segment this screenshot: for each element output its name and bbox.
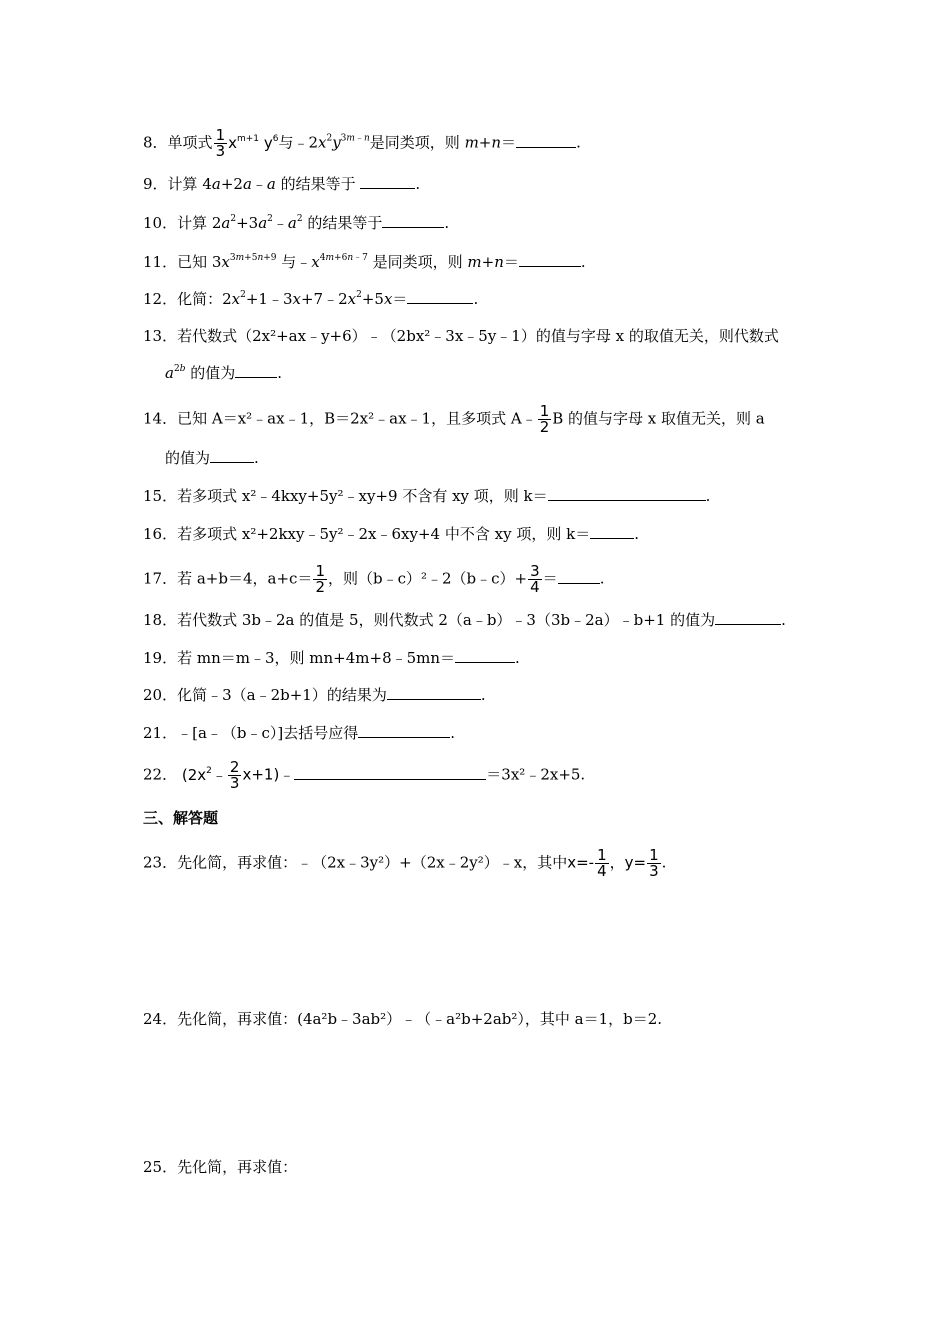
answer-blank[interactable] <box>558 569 600 584</box>
question-9: 9．计算 4a+2a﹣a 的结果等于 . <box>143 175 421 193</box>
fraction-one-half: $\frac{1}{2}$ <box>315 562 325 596</box>
answer-blank[interactable] <box>455 648 515 663</box>
answer-blank[interactable] <box>235 363 277 378</box>
answer-blank[interactable] <box>294 765 486 780</box>
answer-blank[interactable] <box>548 486 706 501</box>
fraction-one-half: $\frac{1}{2}$ <box>539 402 550 436</box>
section-heading: 三、解答题 <box>143 809 219 827</box>
question-8: 8．单项式 $\frac{1}{3}$ $x^{m+1}$ $y^6$与$﹣2x^2y^{3m﹣n}$是同类项，则 m+n＝ . <box>143 126 581 160</box>
question-19: 19．若 mn＝m﹣3，则 mn+4m+8﹣5mn＝ . <box>143 649 520 667</box>
question-13-continued: $a^{2b}$ 的值为 . <box>165 364 283 382</box>
question-21: 21．﹣[a﹣（b﹣c）]去括号应得 . <box>143 724 456 742</box>
question-22: 22． ($2x^2﹣$ $\frac{2}{3}$ x+1)﹣ ＝3x²﹣2x+5. <box>143 758 586 792</box>
answer-blank[interactable] <box>360 174 415 189</box>
question-10: 10．计算 $2a^2+3a^2﹣a^2$ 的结果等于 . <box>143 214 450 232</box>
question-15: 15．若多项式 x²﹣4kxy+5y²﹣xy+9 不含有 xy 项，则 k＝ . <box>143 487 711 505</box>
answer-blank[interactable] <box>210 448 254 463</box>
question-12: 12．化简：$2x^2+1﹣3x+7﹣2x^2+5x=$ . <box>143 290 479 308</box>
answer-blank[interactable] <box>715 610 781 625</box>
question-17: 17．若 a+b＝4，a+c＝ $\frac{1}{2}$ ，则（b﹣c）²﹣2（b﹣c）+ $\frac{3}{4}$ ＝ . <box>143 562 605 596</box>
question-25: 25．先化简，再求值： <box>143 1158 298 1176</box>
question-14: 14．已知 A＝x²﹣ax﹣1，B＝2x²﹣ax﹣1，且多项式 A﹣ $\frac{1}{2}$ B 的值与字母 x 取值无关，则 a <box>143 402 765 436</box>
question-13: 13．若代数式（2x²+ax﹣y+6）﹣（2bx²﹣3x﹣5y﹣1）的值与字母 x 的取值无关，则代数式 <box>143 327 779 345</box>
question-18: 18．若代数式 3b﹣2a 的值是 5，则代数式 2（a﹣b）﹣3（3b﹣2a）﹣b+1 的值为 . <box>143 611 786 629</box>
answer-blank[interactable] <box>519 252 581 267</box>
question-11: 11．已知 $3x^{3m+5n+9}$ 与$﹣x^{4m+6n﹣7}$ 是同类项，则 m+n＝ . <box>143 253 586 271</box>
answer-blank[interactable] <box>407 289 473 304</box>
answer-blank[interactable] <box>590 524 634 539</box>
question-24: 24．先化简，再求值：(4a²b﹣3ab²）﹣（﹣a²b+2ab²），其中 a＝1，b＝2. <box>143 1010 663 1028</box>
question-20: 20．化简﹣3（a﹣2b+1）的结果为 . <box>143 686 486 704</box>
answer-blank[interactable] <box>387 685 481 700</box>
fraction-two-thirds: $\frac{2}{3}$ <box>229 758 240 792</box>
answer-blank[interactable] <box>358 723 450 738</box>
answer-blank[interactable] <box>382 213 444 228</box>
answer-blank[interactable] <box>516 133 576 148</box>
fraction-one-third: $\frac{1}{3}$ <box>215 126 226 160</box>
question-23: 23．先化简，再求值：﹣（2x﹣3y²）+（2x﹣2y²）﹣x，其中x=- $\frac{1}{4}$ ，y= $\frac{1}{3}$ . <box>143 846 667 880</box>
question-16: 16．若多项式 x²+2kxy﹣5y²﹣2x﹣6xy+4 中不含 xy 项，则 k＝ . <box>143 525 639 543</box>
fraction-one-third: $\frac{1}{3}$ <box>649 846 659 880</box>
question-14-continued: 的值为 . <box>165 449 259 467</box>
fraction-one-quarter: $\frac{1}{4}$ <box>597 846 607 880</box>
fraction-three-quarters: $\frac{3}{4}$ <box>530 562 540 596</box>
